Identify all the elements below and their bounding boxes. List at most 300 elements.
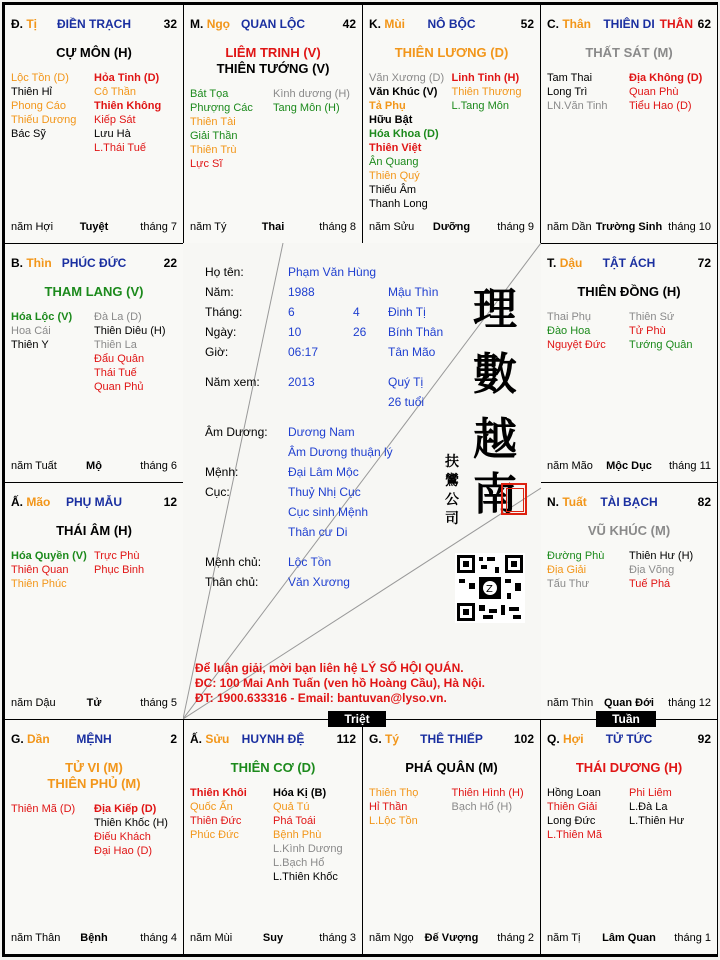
branch-prefix: K. xyxy=(369,17,381,31)
palace-number: 52 xyxy=(520,17,534,31)
main-star[interactable]: THIÊN TƯỚNG (V) xyxy=(216,61,330,76)
minor-star[interactable]: Hồng Loan xyxy=(547,787,601,799)
calligraphy-small: 扶 鸞 公 司 xyxy=(445,454,459,527)
minor-star[interactable]: L.Thiên Mã xyxy=(547,829,603,841)
minor-star[interactable]: Địa Không (D) xyxy=(629,72,703,84)
palace-tai-bach[interactable] xyxy=(540,482,718,720)
minor-stars-left xyxy=(369,786,448,828)
footer-year: năm Thân xyxy=(11,932,61,944)
main-stars xyxy=(541,45,717,61)
minor-star[interactable]: Tử Phù xyxy=(629,325,666,337)
minor-star[interactable]: Trực Phù xyxy=(94,550,140,562)
main-star[interactable]: THIÊN ĐỒNG (H) xyxy=(577,284,681,299)
palace-number: 102 xyxy=(513,732,534,746)
minor-star[interactable]: Tiểu Hao (D) xyxy=(629,100,692,112)
main-star[interactable]: LIÊM TRINH (V) xyxy=(225,45,321,60)
branch-prefix: G. xyxy=(11,732,24,746)
minor-star[interactable]: Thiên Mã (D) xyxy=(11,803,76,815)
minor-star[interactable]: Bạch Hổ (H) xyxy=(451,801,513,813)
branch-prefix: Đ. xyxy=(11,17,23,31)
branch-name: Tị xyxy=(26,17,38,31)
minor-stars-left xyxy=(11,71,91,141)
minor-star[interactable]: Thiên Quý xyxy=(369,170,420,182)
minor-star[interactable]: L.Thiên Khốc xyxy=(273,871,338,883)
minor-star[interactable]: L.Thiên Hư xyxy=(629,815,685,827)
contact-line-2: ĐC: 100 Mai Anh Tuấn (ven hồ Hoàng Cầu), Hà Nội. xyxy=(195,676,486,690)
label-ngay: Ngày: xyxy=(205,325,237,339)
main-star[interactable]: VŨ KHÚC (M) xyxy=(587,523,671,538)
minor-star[interactable]: Bát Tọa xyxy=(190,88,229,100)
branch-name: Dậu xyxy=(559,256,583,270)
palace-header xyxy=(11,495,177,511)
value-ngay-am: 26 xyxy=(353,325,367,339)
minor-star[interactable]: Hóa Quyền (V) xyxy=(11,550,87,562)
minor-star[interactable]: Thiên Y xyxy=(11,339,49,351)
palace-footer xyxy=(369,221,534,235)
palace-header xyxy=(547,256,711,272)
branch-prefix: B. xyxy=(11,256,23,270)
minor-star[interactable]: Kiếp Sát xyxy=(94,114,136,126)
branch-name: Mão xyxy=(26,495,51,509)
label-menh: Mệnh: xyxy=(205,465,239,479)
footer-month: tháng 11 xyxy=(668,460,711,472)
tuan-tag: Tuần xyxy=(596,711,656,727)
minor-star[interactable]: Thiên La xyxy=(94,339,137,351)
palace-number: 112 xyxy=(336,732,356,746)
minor-star[interactable]: Tả Phụ xyxy=(369,100,406,112)
palace-number: 72 xyxy=(697,256,711,270)
value-menh-chu: Lộc Tồn xyxy=(288,555,332,569)
value-nam: 1988 xyxy=(288,285,315,299)
center-info-panel xyxy=(183,243,541,719)
value-cuc: Thuỷ Nhị Cục xyxy=(288,485,361,499)
minor-star[interactable]: Phúc Đức xyxy=(190,829,239,841)
value-am-duong: Dương Nam xyxy=(288,425,355,439)
footer-year: năm Mão xyxy=(547,460,593,472)
minor-star[interactable]: Quốc Ấn xyxy=(190,801,233,813)
minor-star[interactable]: Tuế Phá xyxy=(629,578,671,590)
palace-huynh-de[interactable] xyxy=(183,719,363,955)
palace-quan-loc[interactable] xyxy=(183,4,363,244)
value-thang-can-chi: Đinh Tị xyxy=(388,305,426,319)
footer-year: năm Thìn xyxy=(547,697,594,709)
value-am-duong-2: Âm Dương thuận lý xyxy=(288,445,393,459)
footer-year: năm Dần xyxy=(547,221,592,233)
main-stars xyxy=(5,523,183,539)
footer-stage: Trường Sinh xyxy=(595,221,663,233)
minor-stars-left xyxy=(547,786,626,842)
minor-star[interactable]: Ân Quang xyxy=(369,156,419,168)
minor-star[interactable]: Thiên Đức xyxy=(190,815,242,827)
palace-footer xyxy=(547,460,711,474)
palace-footer xyxy=(11,697,177,711)
qr-code-icon[interactable] xyxy=(455,553,525,623)
minor-stars-left xyxy=(11,802,91,816)
minor-stars-left xyxy=(11,549,91,591)
palace-number: 32 xyxy=(163,17,177,31)
minor-star[interactable]: Bệnh Phù xyxy=(273,829,322,841)
main-stars xyxy=(541,760,717,776)
minor-stars-left xyxy=(190,87,270,171)
value-nam-xem: 2013 xyxy=(288,375,315,389)
minor-star[interactable]: L.Đà La xyxy=(629,801,668,813)
main-star[interactable]: THAM LANG (V) xyxy=(44,284,144,299)
minor-star[interactable]: Tang Môn (H) xyxy=(273,102,340,114)
palace-phu-mau[interactable] xyxy=(4,482,184,720)
palace-footer xyxy=(547,697,711,711)
palace-header xyxy=(547,495,711,511)
minor-stars-right xyxy=(629,71,711,113)
minor-stars-right xyxy=(452,71,535,113)
minor-stars-right xyxy=(94,71,177,155)
value-cuc-3: Thân cư Di xyxy=(288,525,348,539)
footer-stage: Lâm Quan xyxy=(602,932,656,944)
palace-footer xyxy=(11,460,177,474)
palace-number: 92 xyxy=(697,732,711,746)
minor-stars-right xyxy=(273,87,356,115)
minor-star[interactable]: Hữu Bật xyxy=(369,114,413,126)
minor-star[interactable]: Hóa Khoa (D) xyxy=(369,128,439,140)
footer-year: năm Hợi xyxy=(11,221,54,233)
footer-month: tháng 4 xyxy=(140,932,177,944)
footer-year: năm Dậu xyxy=(11,697,56,709)
palace-footer xyxy=(547,932,711,946)
main-stars xyxy=(184,760,362,776)
minor-star[interactable]: Thiên Việt xyxy=(369,142,422,154)
footer-stage: Quan Đới xyxy=(604,697,654,709)
minor-star[interactable]: Hỏa Tinh (D) xyxy=(94,72,160,84)
palace-header xyxy=(547,17,711,33)
minor-star[interactable]: Thái Tuế xyxy=(94,367,137,379)
footer-month: tháng 9 xyxy=(497,221,534,233)
minor-star[interactable]: Giải Thần xyxy=(190,130,238,142)
footer-stage: Thai xyxy=(261,221,285,233)
palace-name: PHỤ MẪU xyxy=(66,495,122,509)
branch-name: Thân xyxy=(562,17,592,31)
contact-line-3[interactable]: ĐT: 1900.633316 - Email: bantuvan@lyso.vn. xyxy=(195,691,447,705)
label-am-duong: Âm Dương: xyxy=(205,425,268,439)
main-stars xyxy=(184,45,362,77)
branch-name: Dần xyxy=(27,732,50,746)
main-stars xyxy=(541,284,717,300)
minor-star[interactable]: Thiên Hư (H) xyxy=(629,550,694,562)
minor-star[interactable]: Thiên Quan xyxy=(11,564,69,576)
main-stars xyxy=(363,45,540,61)
minor-stars-left xyxy=(547,71,626,113)
minor-star[interactable]: L.Thái Tuế xyxy=(94,142,146,154)
minor-star[interactable]: Cô Thần xyxy=(94,86,136,98)
main-stars xyxy=(5,45,183,61)
than-marker: THÂN xyxy=(659,17,693,31)
palace-name: ĐIỀN TRẠCH xyxy=(57,17,131,31)
red-seal-icon xyxy=(501,483,527,515)
palace-name: TÀI BẠCH xyxy=(600,495,658,509)
branch-prefix: G. xyxy=(369,732,382,746)
palace-footer xyxy=(547,221,711,235)
main-star[interactable]: THẤT SÁT (M) xyxy=(585,45,673,60)
minor-star[interactable]: Thiên Thương xyxy=(451,86,522,98)
minor-stars-left xyxy=(190,786,270,842)
branch-name: Mùi xyxy=(384,17,406,31)
palace-header xyxy=(11,17,177,33)
main-stars xyxy=(5,760,183,792)
footer-stage: Bệnh xyxy=(80,932,108,944)
minor-star[interactable]: Thanh Long xyxy=(369,198,428,210)
value-ngay-duong: 10 xyxy=(288,325,302,339)
minor-stars-left xyxy=(547,310,626,352)
minor-star[interactable]: Thiên Giải xyxy=(547,801,598,813)
palace-phuc-duc[interactable] xyxy=(4,243,184,483)
minor-star[interactable]: Kình dương (H) xyxy=(273,88,350,100)
palace-number: 2 xyxy=(170,732,177,746)
minor-stars-right xyxy=(273,786,356,884)
palace-number: 12 xyxy=(163,495,177,509)
palace-number: 82 xyxy=(697,495,711,509)
palace-name: TẬT ÁCH xyxy=(602,256,656,270)
minor-star[interactable]: Bác Sỹ xyxy=(11,128,46,140)
palace-name: THÊ THIẾP xyxy=(420,732,483,746)
minor-stars-right xyxy=(94,310,177,394)
minor-star[interactable]: Phục Binh xyxy=(94,564,145,576)
footer-month: tháng 2 xyxy=(497,932,534,944)
footer-month: tháng 10 xyxy=(668,221,711,233)
palace-header xyxy=(369,17,534,33)
palace-footer xyxy=(11,221,177,235)
footer-stage: Dưỡng xyxy=(432,221,471,233)
footer-month: tháng 3 xyxy=(319,932,356,944)
footer-month: tháng 1 xyxy=(674,932,711,944)
value-tuoi: 26 tuổi xyxy=(388,395,425,409)
value-ho-ten: Phạm Văn Hùng xyxy=(288,265,377,279)
label-thang: Tháng: xyxy=(205,305,243,319)
calligraphy-char-1: 理 xyxy=(473,284,517,335)
minor-star[interactable]: Địa Giải xyxy=(547,564,587,576)
minor-stars-right xyxy=(629,310,711,352)
contact-line-1: Để luận giải, mời bạn liên hệ LÝ SỐ HỘI QUÁN. xyxy=(195,661,464,675)
main-stars xyxy=(5,284,183,300)
minor-star[interactable]: Long Trì xyxy=(547,86,588,98)
minor-star[interactable]: Long Đức xyxy=(547,815,596,827)
svg-text:Z: Z xyxy=(486,584,493,595)
minor-star[interactable]: Lưu Hà xyxy=(94,128,131,140)
branch-prefix: M. xyxy=(190,17,204,31)
label-nam: Năm: xyxy=(205,285,234,299)
branch-prefix: T. xyxy=(547,256,557,270)
main-star[interactable]: THÁI DƯƠNG (H) xyxy=(575,760,683,775)
label-menh-chu: Mệnh chủ: xyxy=(205,555,262,569)
palace-name: NÔ BỘC xyxy=(427,17,476,31)
palace-footer xyxy=(11,932,177,946)
palace-footer xyxy=(369,932,534,946)
minor-star[interactable]: LN.Văn Tinh xyxy=(547,100,608,112)
triet-tag: Triệt xyxy=(328,711,386,727)
minor-star[interactable]: Đẩu Quân xyxy=(94,353,145,365)
footer-stage: Mộc Dục xyxy=(606,460,652,472)
palace-header xyxy=(190,17,356,33)
minor-star[interactable]: Thiên Thọ xyxy=(369,787,419,799)
footer-stage: Suy xyxy=(262,932,284,944)
footer-stage: Tuyệt xyxy=(79,221,109,233)
main-star[interactable]: THÁI ÂM (H) xyxy=(56,523,132,538)
minor-star[interactable]: Thiên Khốc (H) xyxy=(94,817,168,829)
main-star[interactable]: THIÊN LƯƠNG (D) xyxy=(394,45,509,60)
minor-star[interactable]: Lộc Tồn (D) xyxy=(11,72,69,84)
minor-star[interactable]: Thiếu Âm xyxy=(369,184,417,196)
value-thang-am: 4 xyxy=(353,305,360,319)
palace-number: 42 xyxy=(342,17,356,31)
footer-stage: Tử xyxy=(86,697,102,709)
main-stars xyxy=(541,523,717,539)
minor-stars-right xyxy=(452,786,535,814)
calligraphy-char-3: 越 xyxy=(473,414,517,465)
minor-star[interactable]: Văn Xương (D) xyxy=(369,72,445,84)
minor-star[interactable]: Đào Hoa xyxy=(547,325,591,337)
contact-block xyxy=(195,661,535,706)
palace-header xyxy=(11,732,177,748)
minor-star[interactable]: L.Tang Môn xyxy=(451,100,509,112)
minor-star[interactable]: Thiên Diêu (H) xyxy=(94,325,166,337)
palace-the-thiep[interactable] xyxy=(362,719,541,955)
branch-prefix: Ấ. xyxy=(190,732,202,746)
main-stars xyxy=(363,760,540,776)
minor-star[interactable]: Tấu Thư xyxy=(547,578,590,590)
minor-star[interactable]: Thiên Hỉ xyxy=(11,86,52,98)
main-star[interactable]: THIÊN PHỦ (M) xyxy=(47,776,141,791)
branch-prefix: N. xyxy=(547,495,559,509)
value-nam-can-chi: Mậu Thìn xyxy=(388,285,439,299)
palace-name: QUAN LỘC xyxy=(241,17,305,31)
palace-tat-ach[interactable] xyxy=(540,243,718,483)
branch-prefix: C. xyxy=(547,17,559,31)
minor-star[interactable]: Tam Thai xyxy=(547,72,593,84)
value-menh: Đại Lâm Mộc xyxy=(288,465,359,479)
footer-stage: Mộ xyxy=(86,460,102,472)
minor-star[interactable]: Thiên Không xyxy=(94,100,162,112)
footer-month: tháng 6 xyxy=(140,460,177,472)
palace-number: 22 xyxy=(163,256,177,270)
minor-star[interactable]: Tướng Quân xyxy=(629,339,693,351)
value-cuc-2: Cục sinh Mệnh xyxy=(288,505,369,519)
palace-header xyxy=(547,732,711,748)
value-thang-duong: 6 xyxy=(288,305,295,319)
minor-star[interactable]: Điếu Khách xyxy=(94,831,151,843)
minor-star[interactable]: Phá Toái xyxy=(273,815,316,827)
minor-star[interactable]: Lực Sĩ xyxy=(190,158,223,170)
minor-star[interactable]: Thai Phụ xyxy=(547,311,592,323)
footer-year: năm Tuất xyxy=(11,460,57,472)
minor-star[interactable]: Quan Phù xyxy=(629,86,679,98)
minor-stars-right xyxy=(94,802,177,858)
minor-star[interactable]: Thiên Hình (H) xyxy=(451,787,524,799)
value-nam-xem-can-chi: Quý Tị xyxy=(388,375,424,389)
footer-year: năm Ngọ xyxy=(369,932,414,944)
minor-star[interactable]: Thiếu Dương xyxy=(11,114,77,126)
palace-header xyxy=(369,732,534,748)
branch-name: Ngọ xyxy=(206,17,231,31)
main-star[interactable]: TỬ VI (M) xyxy=(65,760,123,775)
minor-star[interactable]: Thiên Sứ xyxy=(629,311,675,323)
minor-star[interactable]: Thiên Trù xyxy=(190,144,237,156)
main-star[interactable]: CỰ MÔN (H) xyxy=(56,45,132,60)
palace-number: 62 xyxy=(697,17,711,31)
footer-year: năm Sửu xyxy=(369,221,415,233)
value-gio-can-chi: Tân Mão xyxy=(388,345,436,359)
palace-dien-trach[interactable] xyxy=(4,4,184,244)
branch-prefix: Q. xyxy=(547,732,560,746)
minor-star[interactable]: Thiên Phúc xyxy=(11,578,67,590)
palace-footer xyxy=(190,221,356,235)
minor-stars-right xyxy=(629,549,711,591)
palace-name: MỆNH xyxy=(76,732,112,746)
value-than-chu: Văn Xương xyxy=(288,575,350,589)
footer-month: tháng 12 xyxy=(668,697,711,709)
footer-stage: Đế Vượng xyxy=(424,932,479,944)
minor-stars-right xyxy=(94,549,177,577)
minor-star[interactable]: Thiên Khôi xyxy=(190,787,247,799)
palace-name: TỬ TỨC xyxy=(605,732,653,746)
minor-star[interactable]: Thiên Tài xyxy=(190,116,236,128)
palace-no-boc[interactable] xyxy=(362,4,541,244)
minor-star[interactable]: Phong Cáo xyxy=(11,100,67,112)
minor-star[interactable]: Đường Phù xyxy=(547,550,605,562)
minor-star[interactable]: Địa Kiếp (D) xyxy=(94,803,157,815)
branch-name: Hợi xyxy=(563,732,584,746)
minor-star[interactable]: Hóa Lộc (V) xyxy=(11,311,73,323)
minor-star[interactable]: L.Bạch Hổ xyxy=(273,857,325,869)
minor-star[interactable]: Hoa Cái xyxy=(11,325,51,337)
minor-stars-right xyxy=(629,786,711,828)
label-than-chu: Thân chủ: xyxy=(205,575,259,589)
footer-year: năm Mùi xyxy=(190,932,233,944)
branch-name: Sửu xyxy=(205,732,230,746)
minor-star[interactable]: Hỉ Thần xyxy=(369,801,408,813)
palace-header xyxy=(11,256,177,272)
main-star[interactable]: PHÁ QUÂN (M) xyxy=(405,760,498,775)
palace-footer xyxy=(190,932,356,946)
minor-stars-left xyxy=(11,310,91,352)
minor-star[interactable]: Văn Khúc (V) xyxy=(369,86,438,98)
minor-star[interactable]: Quan Phủ xyxy=(94,381,144,393)
footer-month: tháng 8 xyxy=(319,221,356,233)
minor-star[interactable]: Địa Võng xyxy=(629,564,675,576)
footer-year: năm Tý xyxy=(190,221,227,233)
footer-year: năm Tị xyxy=(547,932,581,944)
minor-star[interactable]: Quả Tú xyxy=(273,801,310,813)
minor-star[interactable]: Hóa Kị (B) xyxy=(273,787,327,799)
minor-star[interactable]: L.Kình Dương xyxy=(273,843,343,855)
palace-tu-tuc[interactable] xyxy=(540,719,718,955)
minor-star[interactable]: Đà La (D) xyxy=(94,311,142,323)
palace-menh[interactable] xyxy=(4,719,184,955)
minor-star[interactable]: Đại Hao (D) xyxy=(94,845,153,857)
main-star[interactable]: THIÊN CƠ (D) xyxy=(230,760,316,775)
palace-name: HUYNH ĐỆ xyxy=(241,732,305,746)
minor-star[interactable]: Nguyệt Đức xyxy=(547,339,606,351)
minor-star[interactable]: Phượng Các xyxy=(190,102,253,114)
label-cuc: Cục: xyxy=(205,485,230,499)
minor-star[interactable]: Phi Liêm xyxy=(629,787,672,799)
palace-header xyxy=(190,732,356,748)
minor-star[interactable]: Linh Tinh (H) xyxy=(451,72,520,84)
palace-thien-di[interactable] xyxy=(540,4,718,244)
minor-stars-left xyxy=(547,549,626,591)
branch-name: Tuất xyxy=(562,495,587,509)
branch-prefix: Ấ. xyxy=(11,495,23,509)
minor-star[interactable]: L.Lộc Tồn xyxy=(369,815,418,827)
footer-month: tháng 5 xyxy=(140,697,177,709)
minor-stars-left xyxy=(369,71,448,211)
value-gio: 06:17 xyxy=(288,345,319,359)
